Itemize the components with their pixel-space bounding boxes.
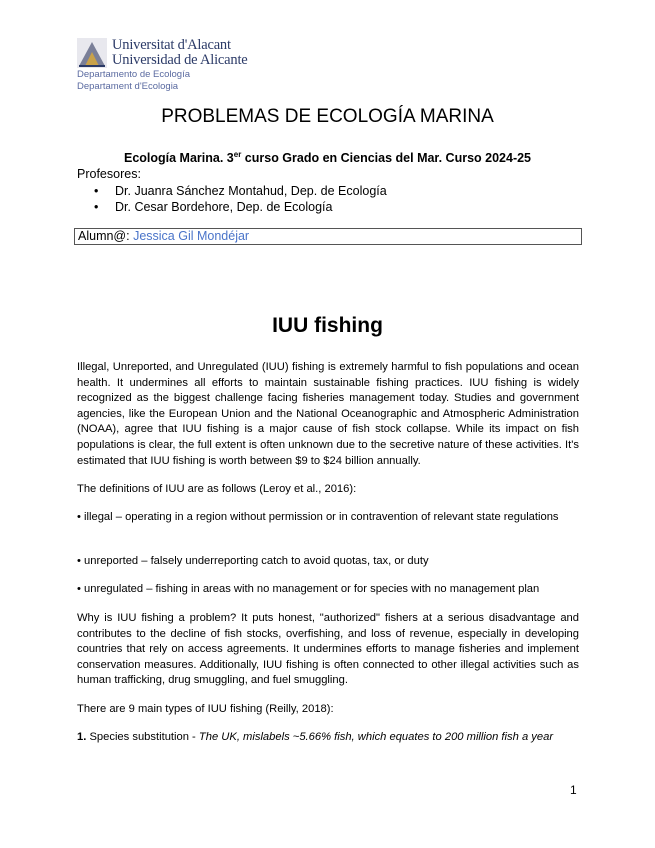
student-field bbox=[74, 228, 582, 245]
section-title: IUU fishing bbox=[272, 314, 383, 337]
professors-label: Profesores: bbox=[77, 167, 141, 181]
page-title: PROBLEMAS DE ECOLOGÍA MARINA bbox=[161, 106, 494, 127]
professor-item: • Dr. Juanra Sánchez Montahud, Dep. de Ecología bbox=[77, 183, 387, 199]
type-1-label: Species substitution - bbox=[86, 731, 199, 743]
type-1-detail: The UK, mislabels ~5.66% fish, which equates to 200 million fish a year bbox=[198, 731, 554, 743]
university-name-line1: Universitat d'Alacant bbox=[112, 37, 231, 53]
page-number: 1 bbox=[570, 783, 577, 797]
university-header bbox=[77, 38, 377, 94]
intro-paragraph: Illegal, Unreported, and Unregulated (IUU) fishing is extremely harmful to fish populations and ocean health. It undermines all efforts to maintain sustainable fishing practices. IUU fishing is widely recognized as the biggest challenge facing fisheries management today. Studies and government agencies, like the European Union and the National Oceanographic and Atmospheric Administration (NOAA), agree that IUU fishing is a major cause of fish stock collapse. While its impact on fish populations is clear, the full extent is often unknown due to the secretive nature of these activities. It's estimated that IUU fishing is worth between $9 to $24 billion annually. bbox=[77, 361, 579, 467]
university-logo-icon bbox=[77, 38, 107, 68]
student-label: Alumn@: bbox=[78, 229, 134, 243]
course-superscript: er bbox=[233, 150, 242, 159]
university-name bbox=[112, 38, 248, 68]
professor-item: • Dr. Cesar Bordehore, Dep. de Ecología bbox=[77, 199, 387, 215]
type-1-item bbox=[77, 730, 579, 746]
course-info bbox=[0, 150, 655, 165]
definition-unregulated: • unregulated – fishing in areas with no management or for species with no management plan bbox=[77, 583, 540, 595]
problem-paragraph: Why is IUU fishing a problem? It puts honest, "authorized" fishers at a serious disadvantage and contributes to the decline of fish stocks, overfishing, and loss of revenue, especially in developing countries that rely on access agreements. It undermines efforts to manage fisheries and implement conservation measures. Additionally, IUU fishing is often connected to other illegal activities such as human trafficking, drug smuggling, and fuel smuggling. bbox=[77, 612, 579, 687]
definitions-intro: The definitions of IUU are as follows (Leroy et al., 2016): bbox=[77, 483, 357, 495]
department-line1: Departamento de Ecología bbox=[77, 69, 191, 80]
definition-illegal: • illegal – operating in a region without permission or in contravention of relevant state regulations bbox=[77, 511, 559, 523]
course-prefix: Ecología Marina. 3 bbox=[123, 151, 234, 166]
student-name: Jessica Gil Mondéjar bbox=[133, 229, 250, 243]
professors-list bbox=[77, 183, 387, 215]
definition-unreported: • unreported – falsely underreporting catch to avoid quotas, tax, or duty bbox=[77, 555, 429, 567]
department-line2: Departament d'Ecologia bbox=[77, 81, 179, 92]
type-1-number: 1. bbox=[77, 731, 87, 743]
course-suffix: curso Grado en Ciencias del Mar. Curso 2024-25 bbox=[241, 151, 532, 166]
types-intro: There are 9 main types of IUU fishing (Reilly, 2018): bbox=[77, 703, 334, 715]
university-name-line2: Universidad de Alicante bbox=[112, 52, 248, 68]
